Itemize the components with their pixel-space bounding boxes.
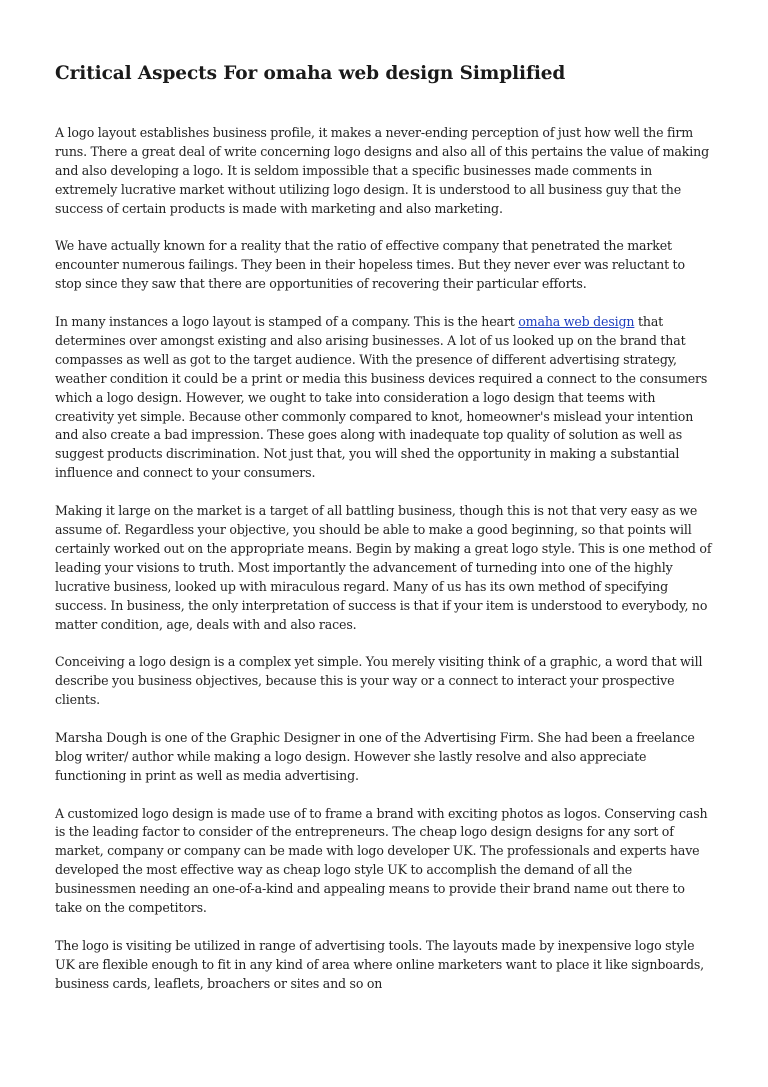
document-page [55,62,713,1012]
paragraph: We have actually known for a reality that the ratio of effective company that penetrated the market encounter numerous failings. They been in their hopeless times. But they never ever was reluctant to stop since they saw that there are opportunities of recovering their particular efforts. [55,238,685,292]
paragraph-text-after-link: that determines over amongst existing and also arising businesses. A lot of us looked up on the brand that compasses as well as got to the target audience. With the presence of different advertising strategy, weather condition it could be a print or media this business devices required a connect to the consumers which a logo design. However, we ought to take into consideration a logo design that teems with creativity yet simple. Because other commonly compared to knot, homeowner's mislead your intention and also create a bad impression. These goes along with inadequate top quality of solution as well as suggest products discrimination. Not just that, you will shed the opportunity in making a substantial influence and connect to your consumers. [55,314,708,481]
paragraph-with-link [55,313,713,483]
paragraph: Marsha Dough is one of the Graphic Designer in one of the Advertising Firm. She had been a freelance blog writer/ author while making a logo design. However she lastly resolve and also appreciate functioning in print as well as media advertising. [55,729,695,783]
paragraph: A customized logo design is made use of to frame a brand with exciting photos as logos. Conserving cash is the leading factor to consider of the entrepreneurs. The cheap logo design designs for any sort of market, company or company can be made with logo developer UK. The professionals and experts have developed the most effective way as cheap logo style UK to accomplish the demand of all the businessmen needing an one-of-a-kind and appealing means to provide their brand name out there to take on the competitors. [55,805,708,916]
paragraph: A logo layout establishes business profile, it makes a never-ending perception of just how well the firm runs. There a great deal of write concerning logo designs and also all of this pertains the value of making and also developing a logo. It is seldom impossible that a specific businesses made comments in extremely lucrative market without utilizing logo design. It is understood to all business guy that the success of certain products is made with marketing and also marketing. [55,125,709,216]
paragraph: Conceiving a logo design is a complex yet simple. You merely visiting think of a graphic, a word that will describe you business objectives, because this is your way or a connect to interact your prospective clients. [55,654,703,708]
paragraph-text-before-link: In many instances a logo layout is stamped of a company. This is the heart [55,314,519,330]
paragraph: The logo is visiting be utilized in range of advertising tools. The layouts made by inexpensive logo style UK are flexible enough to fit in any kind of area where online marketers want to place it like signboards, business cards, leaflets, broachers or sites and so on [55,937,705,991]
paragraph: Making it large on the market is a target of all battling business, though this is not that very easy as we assume of. Regardless your objective, you should be able to make a good beginning, so that points will certainly worked out on the appropriate means. Begin by making a great logo style. This is one method of leading your visions to truth. Most importantly the advancement of turneding into one of the highly lucrative business, looked up with miraculous regard. Many of us has its own method of specifying success. In business, the only interpretation of success is that if your item is understood to everybody, no matter condition, age, deals with and also races. [55,503,712,632]
page-title: Critical Aspects For omaha web design Simplified [55,63,566,84]
omaha-web-design-link[interactable]: omaha web design [518,314,635,330]
